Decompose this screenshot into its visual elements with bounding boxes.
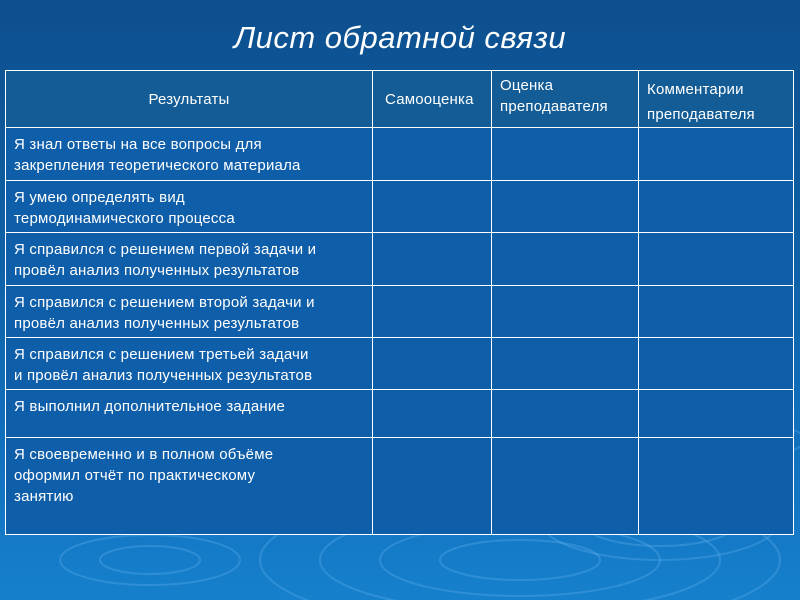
teacher-evaluation-cell[interactable] xyxy=(492,390,639,438)
table-header-row xyxy=(6,71,794,128)
self-assessment-cell[interactable] xyxy=(373,233,492,286)
header-results: Результаты xyxy=(6,71,373,128)
header-teacher-comments: Комментарии преподавателя xyxy=(639,71,794,128)
result-text: Я знал ответы на все вопросы для закрепления теоретического материала xyxy=(6,128,373,181)
teacher-comment-cell[interactable] xyxy=(639,390,794,438)
table-row xyxy=(6,233,794,286)
result-text: Я выполнил дополнительное задание xyxy=(6,390,373,438)
self-assessment-cell[interactable] xyxy=(373,438,492,535)
result-text: Я справился с решением первой задачи и провёл анализ полученных результатов xyxy=(6,233,373,286)
teacher-evaluation-cell[interactable] xyxy=(492,128,639,181)
table-row xyxy=(6,338,794,390)
header-teacher-evaluation: Оценка преподавателя xyxy=(492,71,639,128)
result-text: Я своевременно и в полном объёме оформил отчёт по практическому занятию xyxy=(6,438,373,535)
page-title: Лист обратной связи xyxy=(233,20,567,55)
self-assessment-cell[interactable] xyxy=(373,128,492,181)
table-row xyxy=(6,438,794,535)
teacher-evaluation-cell[interactable] xyxy=(492,338,639,390)
teacher-comment-cell[interactable] xyxy=(639,286,794,338)
result-text: Я справился с решением третьей задачи и провёл анализ полученных результатов xyxy=(6,338,373,390)
table-row xyxy=(6,286,794,338)
self-assessment-cell[interactable] xyxy=(373,286,492,338)
teacher-evaluation-cell[interactable] xyxy=(492,233,639,286)
teacher-comment-cell[interactable] xyxy=(639,128,794,181)
result-text: Я справился с решением второй задачи и провёл анализ полученных результатов xyxy=(6,286,373,338)
teacher-comment-cell[interactable] xyxy=(639,438,794,535)
self-assessment-cell[interactable] xyxy=(373,338,492,390)
table-row xyxy=(6,181,794,233)
feedback-table xyxy=(5,70,794,535)
table-row xyxy=(6,128,794,181)
teacher-evaluation-cell[interactable] xyxy=(492,286,639,338)
teacher-comment-cell[interactable] xyxy=(639,181,794,233)
teacher-evaluation-cell[interactable] xyxy=(492,181,639,233)
table-row xyxy=(6,390,794,438)
self-assessment-cell[interactable] xyxy=(373,181,492,233)
header-self-assessment: Самооценка xyxy=(373,71,492,128)
teacher-evaluation-cell[interactable] xyxy=(492,438,639,535)
teacher-comment-cell[interactable] xyxy=(639,233,794,286)
self-assessment-cell[interactable] xyxy=(373,390,492,438)
teacher-comment-cell[interactable] xyxy=(639,338,794,390)
result-text: Я умею определять вид термодинамического процесса xyxy=(6,181,373,233)
